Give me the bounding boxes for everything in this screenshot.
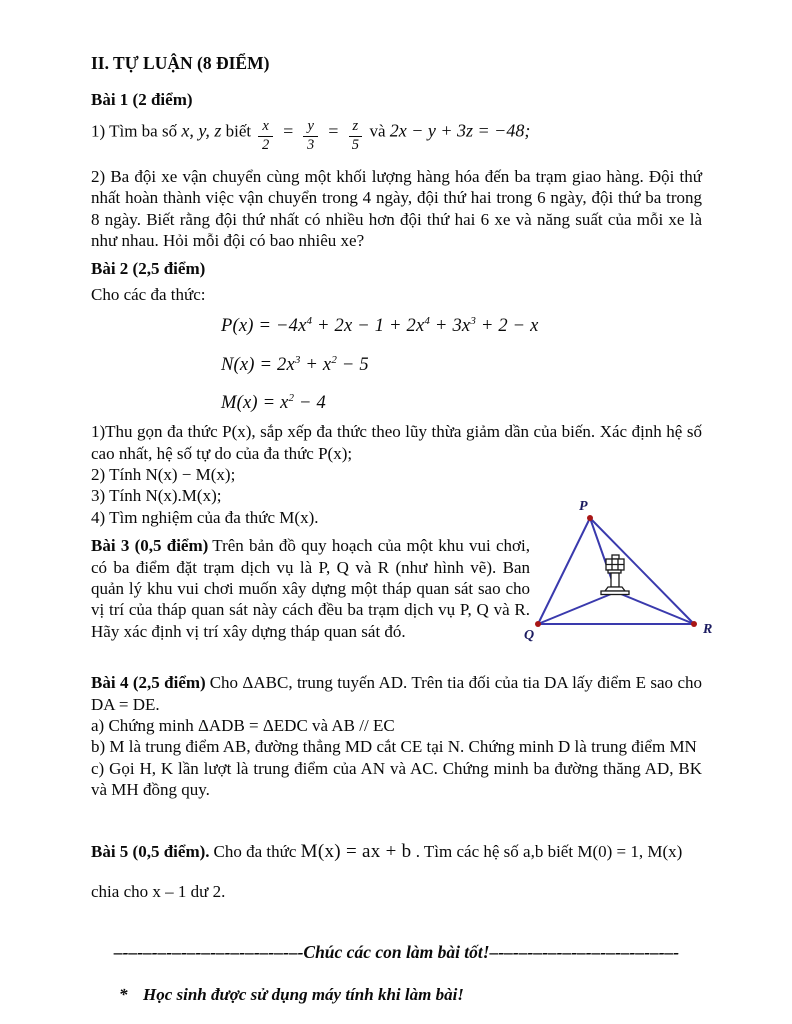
label-p: P	[579, 499, 588, 515]
fraction-y-3	[303, 119, 317, 153]
equals-sign: =	[327, 120, 340, 141]
bai5-text-1: Cho đa thức	[213, 841, 297, 861]
edge-rp	[590, 518, 694, 624]
closing-line	[91, 941, 702, 963]
fraction-denominator: 2	[261, 137, 270, 154]
bai4-intro-line	[91, 672, 702, 715]
bai2-intro: Cho các đa thức:	[91, 284, 206, 304]
bai3-triangle-diagram	[519, 489, 731, 651]
calculator-note-text: Học sinh được sử dụng máy tính khi làm bài!	[143, 984, 464, 1004]
bai4-intro: Cho ΔABC, trung tuyến AD. Trên tia đối của tia DA lấy điểm E sao cho DA = DE.	[91, 673, 702, 714]
bai4-item-b: b) M là trung điểm AB, đường thẳng MD cắt CE tại N. Chứng minh D là trung điểm MN	[91, 737, 697, 757]
label-q: Q	[524, 628, 535, 644]
bai4-item-c: c) Gọi H, K lần lượt là trung điểm của AN và AC. Chứng minh ba đường thăng AD, BK và MH đồng quy.	[91, 758, 702, 800]
tower-column	[611, 573, 619, 587]
bai2-item-3: 3) Tính N(x).M(x);	[91, 486, 222, 506]
bai5-heading: Bài 5 (0,5 điểm).	[91, 841, 210, 861]
segment-q-tower	[538, 592, 616, 624]
bai2-item-2: 2) Tính N(x) − M(x);	[91, 464, 236, 484]
calculator-note	[91, 984, 702, 1005]
edge-pq	[538, 518, 590, 624]
fraction-z-5	[349, 119, 363, 153]
problem1-middle: biết	[225, 121, 252, 141]
fraction-numerator: z	[349, 119, 363, 137]
tower-base	[601, 591, 629, 595]
equation-m: $M(x) = x^2 - 4$	[221, 391, 326, 413]
fraction-x-2	[258, 119, 272, 153]
bai1-problem1	[91, 119, 702, 153]
bai4-heading: Bài 4 (2,5 điểm)	[91, 673, 206, 693]
problem1-equation: 2x − y + 3z = −48;	[389, 120, 531, 141]
vertex-q-dot	[535, 621, 541, 627]
segment-r-tower	[616, 592, 694, 624]
bai1-problem2: 2) Ba đội xe vận chuyển cùng một khối lượng hàng hóa đến ba trạm giao hàng. Đội thứ nhất hoàn thành việc vận chuyển trong 4 ngày, đội thứ hai trong 6 ngày, đội thứ ba trong 8 ngày. Biết rằng đội thứ nhất có nhiều hơn đội thứ hai 6 xe và năng suất của mỗi xe là như nhau. Hỏi mỗi đội có bao nhiêu xe?	[91, 166, 702, 250]
vertex-r-dot	[691, 621, 697, 627]
problem1-variables: x, y, z	[181, 120, 222, 141]
bai5-section	[91, 832, 702, 912]
bai4-item-a: a) Chứng minh ΔADB = ΔEDC và AB // EC	[91, 715, 395, 735]
bai5-equation: M(x) = ax + b	[300, 840, 412, 862]
problem1-connector: và	[369, 121, 386, 141]
equation-n: $N(x) = 2x^3 + x^2 - 5$	[221, 353, 369, 375]
bai2-item-1: 1)Thu gọn đa thức P(x), sắp xếp đa thức theo lũy thừa giảm dần của biến. Xác định hệ số cao nhất, hệ số tự do của đa thức P(x);	[91, 422, 702, 463]
bai3-text	[91, 535, 530, 642]
fraction-numerator: y	[303, 119, 317, 137]
equation-p: $P(x) = -4x^4 + 2x - 1 + 2x^4 + 3x^3 + 2 - x$	[221, 315, 539, 337]
bai2-heading: Bài 2 (2,5 điểm)	[91, 259, 206, 279]
vertex-p-dot	[587, 515, 593, 521]
bai1-heading: Bài 1 (2 điểm)	[91, 90, 193, 110]
fraction-denominator: 5	[351, 137, 359, 154]
closing-message: Chúc các con làm bài tốt!	[303, 941, 490, 962]
closing-dashes-left: –-–-–-–-–-–-–-–-–-–-–-–-–-	[113, 941, 304, 962]
bai3-heading: Bài 3 (0,5 điểm)	[91, 536, 209, 556]
label-r: R	[703, 622, 713, 638]
fraction-numerator: x	[258, 119, 272, 137]
section-title: II. TỰ LUẬN (8 ĐIỂM)	[91, 53, 270, 73]
bai4-section	[91, 672, 702, 800]
bai3-body: Trên bản đồ quy hoạch của một khu vui chơi, có ba điểm đặt trạm dịch vụ là P, Q và R (như hình vẽ). Ban quản lý khu vui chơi muốn xây dựng một tháp quan sát sao cho vị trí của tháp quan sát này cách đều ba trạm dịch vụ P, Q và R. Hãy xác định vị trí xây dựng tháp quan sát đó.	[91, 536, 530, 641]
closing-dashes-right: –-–-–-–-–-–-–-–-–-–-–-–-–-	[489, 941, 680, 962]
bai2-item-4: 4) Tìm nghiệm của đa thức M(x).	[91, 507, 319, 527]
polynomial-equations	[221, 315, 702, 415]
problem1-prefix: 1) Tìm ba số	[91, 121, 178, 141]
asterisk-bullet: *	[119, 984, 128, 1004]
bai5-text-2: . Tìm các hệ số a,b biết M(0) = 1, M(x) chia cho x – 1 dư 2.	[91, 841, 683, 901]
equals-sign: =	[282, 120, 295, 141]
fraction-denominator: 3	[307, 137, 315, 154]
